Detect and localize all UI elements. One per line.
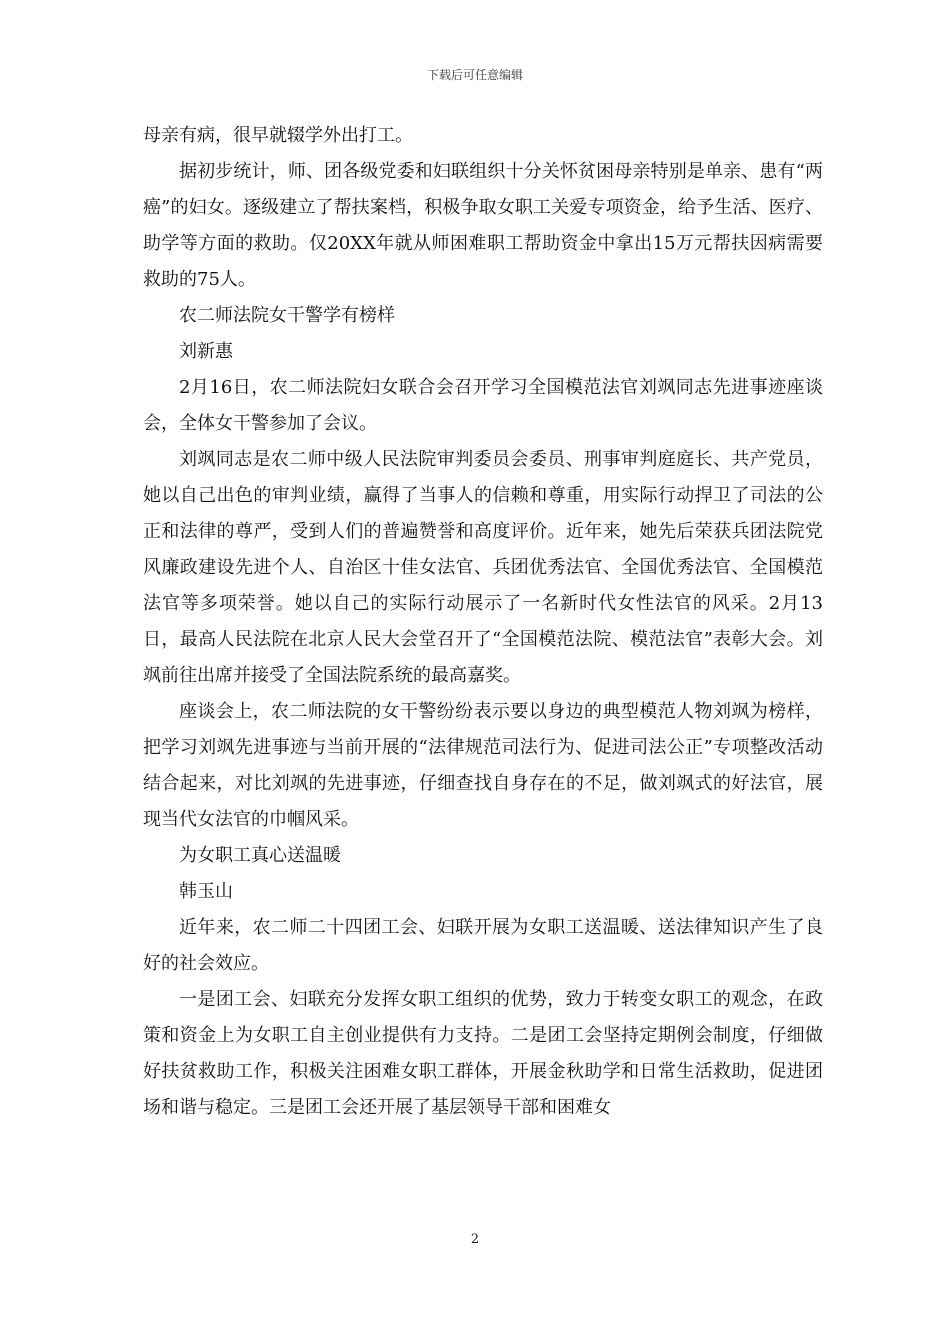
paragraph: 座谈会上，农二师法院的女干警纷纷表示要以身边的典型模范人物刘飒为榜样，把学习刘飒先进事迹与当前开展的“法律规范司法行为、促进司法公正”专项整改活动结合起来，对比刘飒的先进事迹，仔细查找自身存在的不足，做刘飒式的好法官，展现当代女法官的巾帼风采。 — [143, 701, 823, 830]
paragraph: 2月16日，农二师法院妇女联合会召开学习全国模范法官刘飒同志先进事迹座谈会，全体女干警参加了会议。 — [143, 377, 823, 434]
document-body — [143, 118, 823, 1126]
paragraph: 母亲有病，很早就辍学外出打工。 — [143, 125, 413, 146]
paragraph: 一是团工会、妇联充分发挥女职工组织的优势，致力于转变女职工的观念，在政策和资金上为女职工自主创业提供有力支持。二是团工会坚持定期例会制度，仔细做好扶贫救助工作，积极关注困难女职工群体，开展金秋助学和日常生活救助，促进团场和谐与稳定。三是团工会还开展了基层领导干部和困难女 — [143, 989, 823, 1118]
page-number: 2 — [470, 1232, 480, 1247]
section-title: 为女职工真心送温暖 — [179, 845, 341, 866]
paragraph: 近年来，农二师二十四团工会、妇联开展为女职工送温暖、送法律知识产生了良好的社会效应。 — [143, 917, 823, 974]
section-title: 农二师法院女干警学有榜样 — [179, 305, 395, 326]
author-name: 刘新惠 — [179, 341, 233, 362]
author-name: 韩玉山 — [179, 881, 233, 902]
paragraph: 刘飒同志是农二师中级人民法院审判委员会委员、刑事审判庭庭长、共产党员，她以自己出色的审判业绩，赢得了当事人的信赖和尊重，用实际行动捍卫了司法的公正和法律的尊严，受到人们的普遍赞誉和高度评价。近年来，她先后荣获兵团法院党风廉政建设先进个人、自治区十佳女法官、兵团优秀法官、全国优秀法官、全国模范法官等多项荣誉。她以自己的实际行动展示了一名新时代女性法官的风采。2月13日，最高人民法院在北京人民大会堂召开了“全国模范法院、模范法官”表彰大会。刘飒前往出席并接受了全国法院系统的最高嘉奖。 — [143, 449, 823, 686]
page-header: 下载后可任意编辑 — [426, 68, 523, 82]
paragraph: 据初步统计，师、团各级党委和妇联组织十分关怀贫困母亲特别是单亲、患有“两癌”的妇女。逐级建立了帮扶案档，积极争取女职工关爱专项资金，给予生活、医疗、助学等方面的救助。仅20XX年就从师困难职工帮助资金中拿出15万元帮扶因病需要救助的75人。 — [143, 161, 823, 290]
